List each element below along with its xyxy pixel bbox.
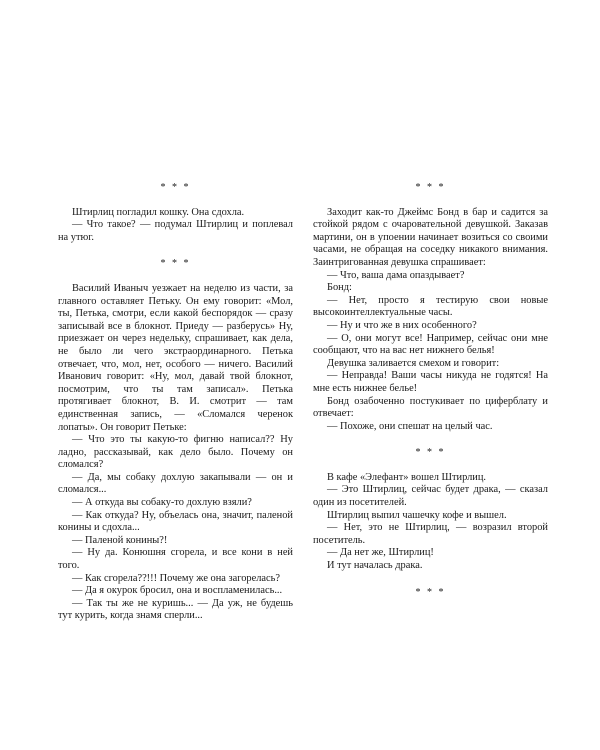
story-james-bond (313, 182, 548, 433)
right-page (313, 182, 548, 611)
story-paragraph: — Да я окурок бросил, она и воспламенилась... (72, 585, 283, 597)
story-paragraph: — Что, ваша дама опаздывает? (327, 269, 465, 281)
story-paragraph: — Нет, это не Штирлиц, — возразил второй посетитель. (313, 522, 548, 546)
story-paragraph: — Так ты же не куришь... — Да уж, не будешь тут курить, когда знамя сперли... (58, 597, 293, 622)
story-paragraph: Бонд озабоченно постукивает по циферблату и отвечает: (313, 395, 548, 420)
story-paragraph: Штирлиц погладил кошку. Она сдохла. (72, 206, 245, 218)
section-separator: * * * (415, 182, 446, 193)
section-separator: * * * (160, 258, 191, 270)
story-vasily-petka (58, 258, 293, 623)
story-cafe-elefant (313, 447, 548, 572)
story-paragraph: — Неправда! Ваши часы никуда не годятся! На мне есть нижнее белье! (313, 370, 548, 394)
story-paragraph: Бонд: (327, 282, 352, 294)
story-paragraph: И тут началась драка. (327, 560, 423, 572)
section-separator: * * * (160, 182, 191, 193)
story-paragraph: — А откуда вы собаку-то дохлую взяли? (72, 497, 252, 509)
story-paragraph: Штирлиц выпил чашечку кофе и вышел. (327, 509, 507, 521)
section-separator: * * * (415, 447, 446, 459)
story-paragraph: — Да, мы собаку дохлую закапывали — он и сломался... (58, 471, 293, 496)
story-paragraph: — Ну да. Конюшня сгорела, и все кони в ней того. (58, 547, 293, 572)
story-paragraph: В кафе «Элефант» вошел Штирлиц. (327, 471, 487, 483)
closing-separator: * * * (415, 586, 446, 598)
story-paragraph: — Ну и что же в них особенного? (327, 319, 477, 331)
story-paragraph: — Что это ты какую-то фигню написал?? Ну ладно, рассказывай, как дело было. Почему он сломался? (58, 434, 293, 471)
left-page (58, 182, 293, 637)
story-paragraph: Девушка заливается смехом и говорит: (327, 357, 500, 369)
story-paragraph: Василий Иваныч уезжает на неделю из части, за главного оставляет Петьку. Он ему говорит: «Мол, ты, Петька, смотри, если какой беспорядок — сразу записывай все в блокнот. Приеду — разберусь» Ну, приезжает он через недельку, спрашивает, как дела, не было ли чего экстраординарного. Петька отвечает, что, мол, нет, особого — ничего. Василий Иванович говорит: «Ну, мол, давай твой блокнот, посмотрим, что ты там записал». Петька протягивает блокнот, В. И. смотрит — там единственная запись, — «Сломался черенок лопаты». Он говорит Петьке: (58, 282, 293, 433)
story-paragraph: — Паленой конины?! (72, 534, 168, 546)
story-paragraph: Заходит как-то Джеймс Бонд в бар и садится за стойкой рядом с очаровательной девушкой. Заказав мартини, он в упоении начинает возиться со своими часами, не обращая на соседку никакого внимания. Заинтригованная девушка спрашивает: (313, 206, 548, 268)
story-paragraph: — Что такое? — подумал Штирлиц и поплевал на утюг. (58, 219, 293, 243)
story-paragraph: — Да нет же, Штирлиц! (327, 547, 434, 559)
story-paragraph: — Как откуда? Ну, объелась она, значит, паленой конины и сдохла... (58, 509, 293, 534)
story-shtirlits-cat (58, 182, 293, 244)
story-paragraph: — О, они могут все! Например, сейчас они мне сообщают, что на вас нет нижнего белья! (313, 332, 548, 357)
story-paragraph: — Это Штирлиц, сейчас будет драка, — сказал один из посетителей. (313, 484, 548, 509)
story-paragraph: — Нет, просто я тестирую свои новые высокоинтеллектуальные часы. (313, 294, 548, 319)
story-paragraph: — Похоже, они спешат на целый час. (327, 420, 493, 432)
story-paragraph: — Как сгорела??!!! Почему же она загорелась? (72, 572, 280, 584)
